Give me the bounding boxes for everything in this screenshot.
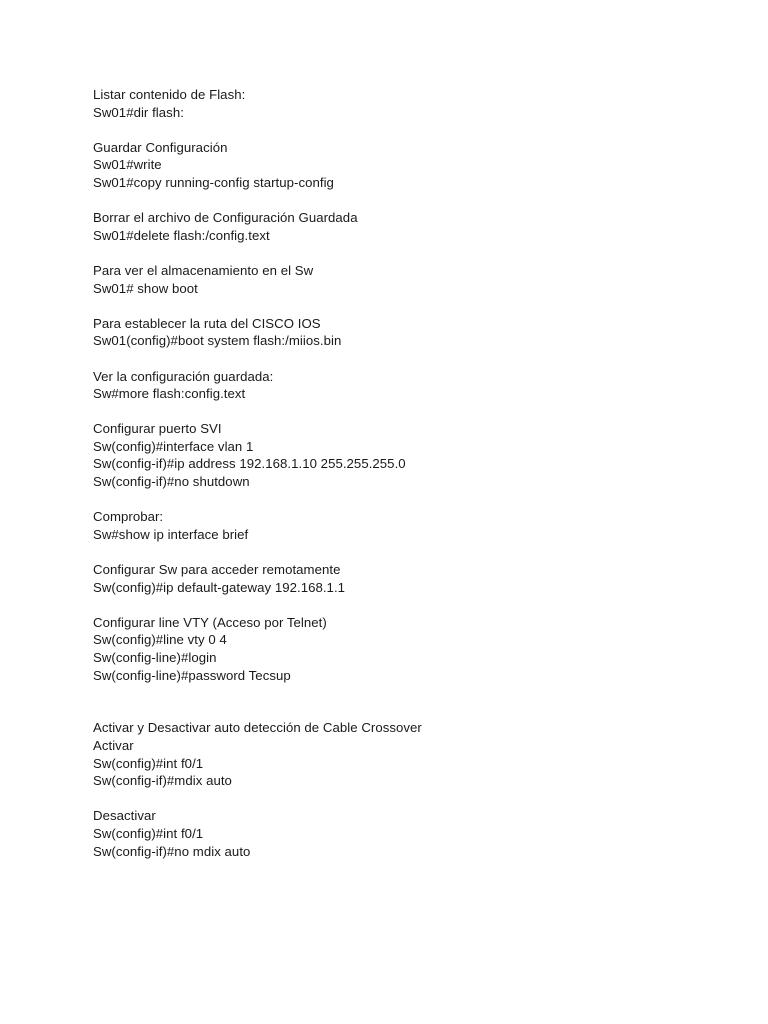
blank-line <box>93 543 733 561</box>
command-mdix-auto: Sw(config-if)#mdix auto <box>93 773 232 789</box>
document-page <box>93 86 733 860</box>
blank-line <box>93 403 733 421</box>
blank-line <box>93 596 733 614</box>
command-int-f0-1: Sw(config)#int f0/1 <box>93 755 204 771</box>
blank-line <box>93 297 733 315</box>
command-ip-address: Sw(config-if)#ip address 192.168.1.10 255.255.255.0 <box>93 456 406 472</box>
command-login: Sw(config-line)#login <box>93 650 217 665</box>
heading-guardar-configuracion: Guardar Configuración <box>93 139 228 155</box>
command-no-mdix-auto: Sw(config-if)#no mdix auto <box>93 843 251 859</box>
command-show-ip-interface-brief: Sw#show ip interface brief <box>93 526 249 542</box>
blank-line <box>93 244 733 262</box>
blank-line <box>93 350 733 368</box>
blank-line <box>93 790 733 808</box>
blank-line <box>93 491 733 509</box>
command-dir-flash: Sw01#dir flash: <box>93 104 184 120</box>
heading-configurar-svi: Configurar puerto SVI <box>93 421 222 437</box>
command-boot-system: Sw01(config)#boot system flash:/miios.bin <box>93 333 342 349</box>
command-int-f0-1-desactivar: Sw(config)#int f0/1 <box>93 825 204 841</box>
command-write: Sw01#write <box>93 157 162 173</box>
command-show-boot: Sw01# show boot <box>93 280 198 296</box>
heading-mdix: Activar y Desactivar auto detección de Cable Crossover <box>93 720 422 736</box>
command-delete-config: Sw01#delete flash:/config.text <box>93 227 270 243</box>
heading-listar-flash: Listar contenido de Flash: <box>93 87 246 102</box>
heading-ver-configuracion-guardada: Ver la configuración guardada: <box>93 368 274 384</box>
command-password: Sw(config-line)#password Tecsup <box>93 667 291 683</box>
command-line-vty: Sw(config)#line vty 0 4 <box>93 632 227 648</box>
heading-acceso-remoto: Configurar Sw para acceder remotamente <box>93 562 341 578</box>
blank-line <box>93 684 733 702</box>
heading-line-vty: Configurar line VTY (Acceso por Telnet) <box>93 614 327 630</box>
heading-ruta-cisco-ios: Para establecer la ruta del CISCO IOS <box>93 315 321 331</box>
command-more-flash: Sw#more flash:config.text <box>93 386 246 402</box>
heading-borrar-configuracion: Borrar el archivo de Configuración Guardada <box>93 210 358 226</box>
heading-comprobar: Comprobar: <box>93 509 164 525</box>
command-no-shutdown: Sw(config-if)#no shutdown <box>93 474 250 490</box>
blank-line <box>93 121 733 139</box>
subheading-desactivar: Desactivar <box>93 808 156 824</box>
command-interface-vlan: Sw(config)#interface vlan 1 <box>93 438 254 454</box>
command-default-gateway: Sw(config)#ip default-gateway 192.168.1.1 <box>93 579 346 595</box>
blank-line <box>93 192 733 210</box>
heading-ver-almacenamiento: Para ver el almacenamiento en el Sw <box>93 262 314 278</box>
blank-line <box>93 702 733 720</box>
command-copy-running-config: Sw01#copy running-config startup-config <box>93 174 334 190</box>
subheading-activar: Activar <box>93 737 134 753</box>
